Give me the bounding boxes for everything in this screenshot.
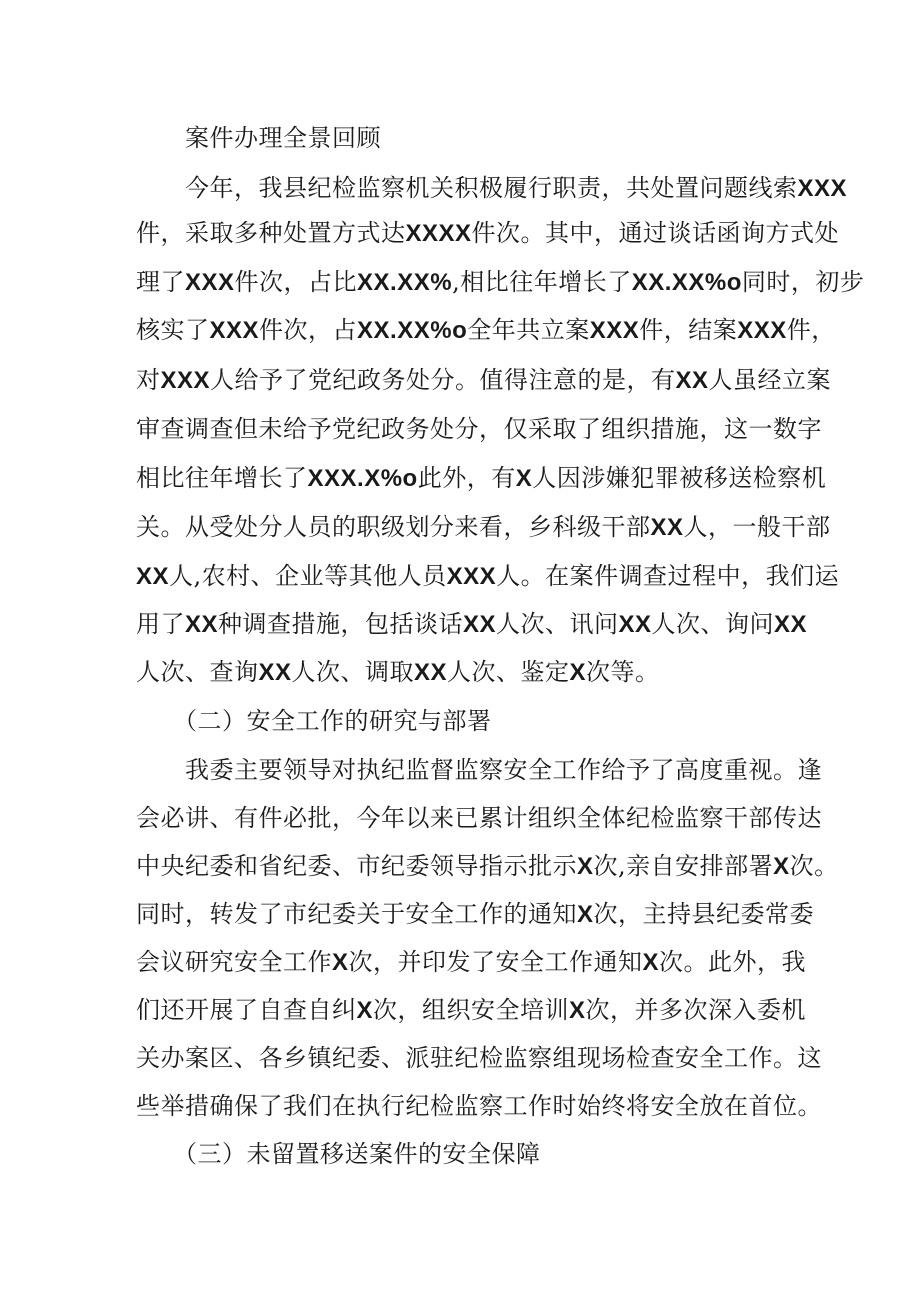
paragraph-line: 相比往年增长了XXX.X%o此外，有X人因涉嫌犯罪被移送检察机 bbox=[136, 464, 827, 492]
paragraph-line: 用了XX种调查措施，包括谈话XX人次、讯问XX人次、询问XX bbox=[136, 610, 808, 638]
section-heading-safety-research: （二）安全工作的研究与部署 bbox=[136, 707, 492, 735]
paragraph-line: 对XXX人给予了党纪政务处分。值得注意的是，有XX人虽经立案 bbox=[136, 366, 832, 394]
paragraph-line: 会必讲、有件必批，今年以来已累计组织全体纪检监察干部传达 bbox=[136, 804, 822, 832]
paragraph-line: 关办案区、各乡镇纪委、派驻纪检监察组现场检查安全工作。这 bbox=[136, 1044, 822, 1072]
paragraph-line: 关。从受处分人员的职级划分来看，乡科级干部XX人，一般干部 bbox=[136, 513, 831, 541]
section-heading-safety-guarantee: （三）未留置移送案件的安全保障 bbox=[136, 1140, 541, 1168]
paragraph-line: 会议研究安全工作X次，并印发了安全工作通知X次。此外，我 bbox=[136, 948, 807, 976]
paragraph-line: 们还开展了自查自纠X次，组织安全培训X次，并多次深入委机 bbox=[136, 996, 807, 1024]
paragraph-line: 中央纪委和省纪委、市纪委领导指示批示X次,亲自安排部署X次。 bbox=[136, 852, 839, 880]
paragraph-line: 同时，转发了市纪委关于安全工作的通知X次，主持县纪委常委 bbox=[136, 900, 815, 928]
paragraph-line: 件，采取多种处置方式达XXXX件次。其中，通过谈话函询方式处 bbox=[136, 219, 840, 247]
paragraph-line: 理了XXX件次，占比XX.XX%,相比往年增长了XX.XX%o同时，初步 bbox=[136, 268, 865, 296]
section-heading-case-review: 案件办理全景回顾 bbox=[136, 124, 381, 152]
paragraph-line: 些举措确保了我们在执行纪检监察工作时始终将安全放在首位。 bbox=[136, 1092, 822, 1120]
paragraph-line: 核实了XXX件次，占XX.XX%o全年共立案XXX件，结案XXX件， bbox=[136, 316, 836, 344]
paragraph-line: XX人,农村、企业等其他人员XXX人。在案件调查过程中，我们运 bbox=[136, 562, 840, 590]
paragraph-line: 人次、查询XX人次、调取XX人次、鉴定X次等。 bbox=[136, 658, 660, 686]
paragraph-line: 审查调查但未给予党纪政务处分，仅采取了组织措施，这一数字 bbox=[136, 415, 822, 443]
paragraph-line: 我委主要领导对执纪监督监察安全工作给予了高度重视。逢 bbox=[136, 756, 822, 784]
paragraph-line: 今年，我县纪检监察机关积极履行职责，共处置问题线索XXX bbox=[136, 174, 848, 202]
